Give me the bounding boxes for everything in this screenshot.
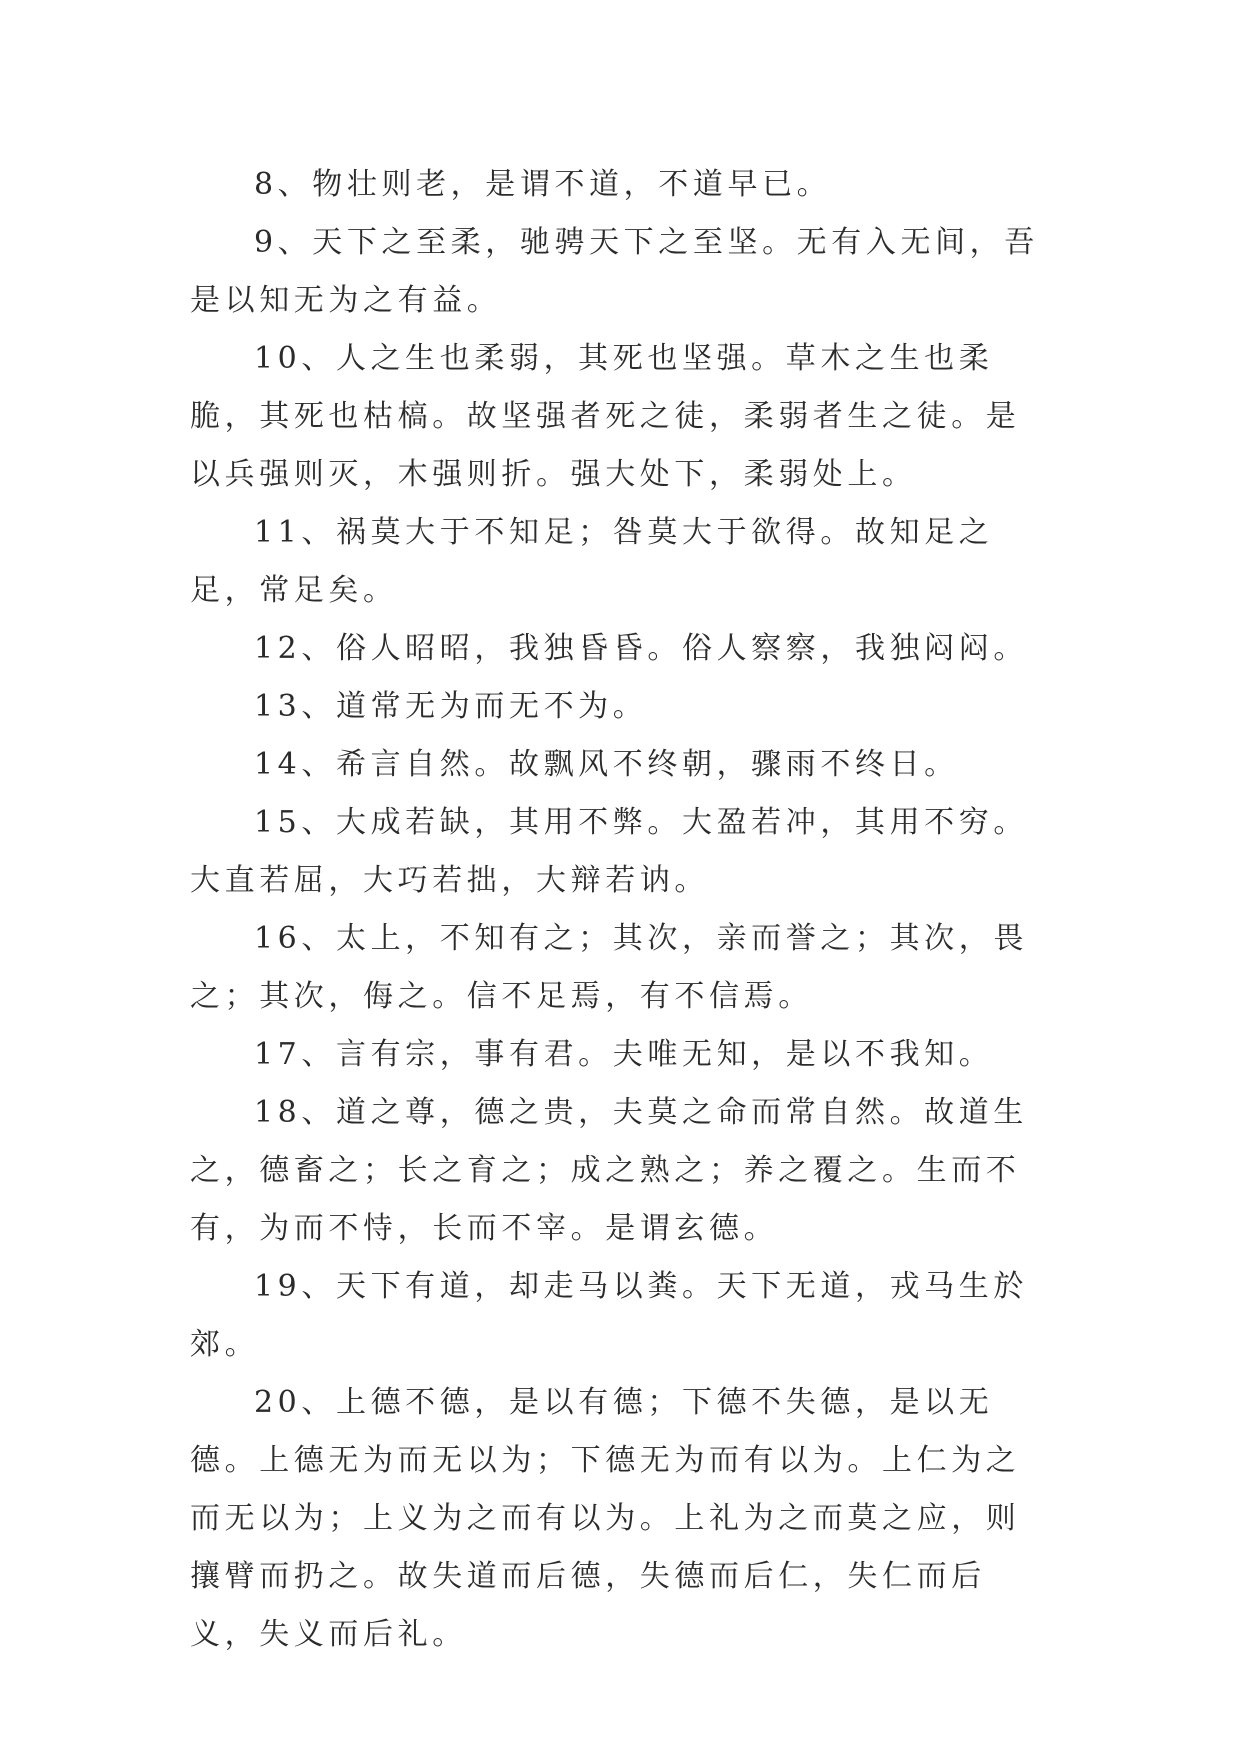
paragraph-11: 11、祸莫大于不知足；咎莫大于欲得。故知足之足，常足矣。 xyxy=(190,515,994,608)
paragraph-14: 14、希言自然。故飘风不终朝，骤雨不终日。 xyxy=(254,747,959,782)
paragraph-17: 17、言有宗，事有君。夫唯无知，是以不我知。 xyxy=(254,1037,994,1072)
paragraph-13: 13、道常无为而无不为。 xyxy=(254,689,648,724)
paragraph-16: 16、太上，不知有之；其次，亲而誉之；其次，畏之；其次，侮之。信不足焉，有不信焉。 xyxy=(190,921,1028,1014)
paragraph-9: 9、天下之至柔，驰骋天下之至坚。无有入无间，吾是以知无为之有益。 xyxy=(190,225,1039,318)
paragraph-8: 8、物壮则老，是谓不道，不道早已。 xyxy=(254,167,832,202)
paragraph-15: 15、大成若缺，其用不弊。大盈若冲，其用不穷。大直若屈，大巧若拙，大辩若讷。 xyxy=(190,805,1028,898)
paragraph-10: 10、人之生也柔弱，其死也坚强。草木之生也柔脆，其死也枯槁。故坚强者死之徒，柔弱者生之徒。是以兵强则灭，木强则折。强大处下，柔弱处上。 xyxy=(190,341,1021,492)
document-body xyxy=(190,156,1050,1664)
paragraph-18: 18、道之尊，德之贵，夫莫之命而常自然。故道生之，德畜之；长之育之；成之熟之；养之覆之。生而不有，为而不恃，长而不宰。是谓玄德。 xyxy=(190,1095,1028,1246)
paragraph-12: 12、俗人昭昭，我独昏昏。俗人察察，我独闷闷。 xyxy=(254,631,1028,666)
paragraph-20: 20、上德不德，是以有德；下德不失德，是以无德。上德无为而无以为；下德无为而有以为。上仁为之而无以为；上义为之而有以为。上礼为之而莫之应，则攘臂而扔之。故失道而后德，失德而后仁，失仁而后义，失义而后礼。 xyxy=(190,1385,1021,1652)
paragraph-19: 19、天下有道，却走马以粪。天下无道，戎马生於郊。 xyxy=(190,1269,1028,1362)
